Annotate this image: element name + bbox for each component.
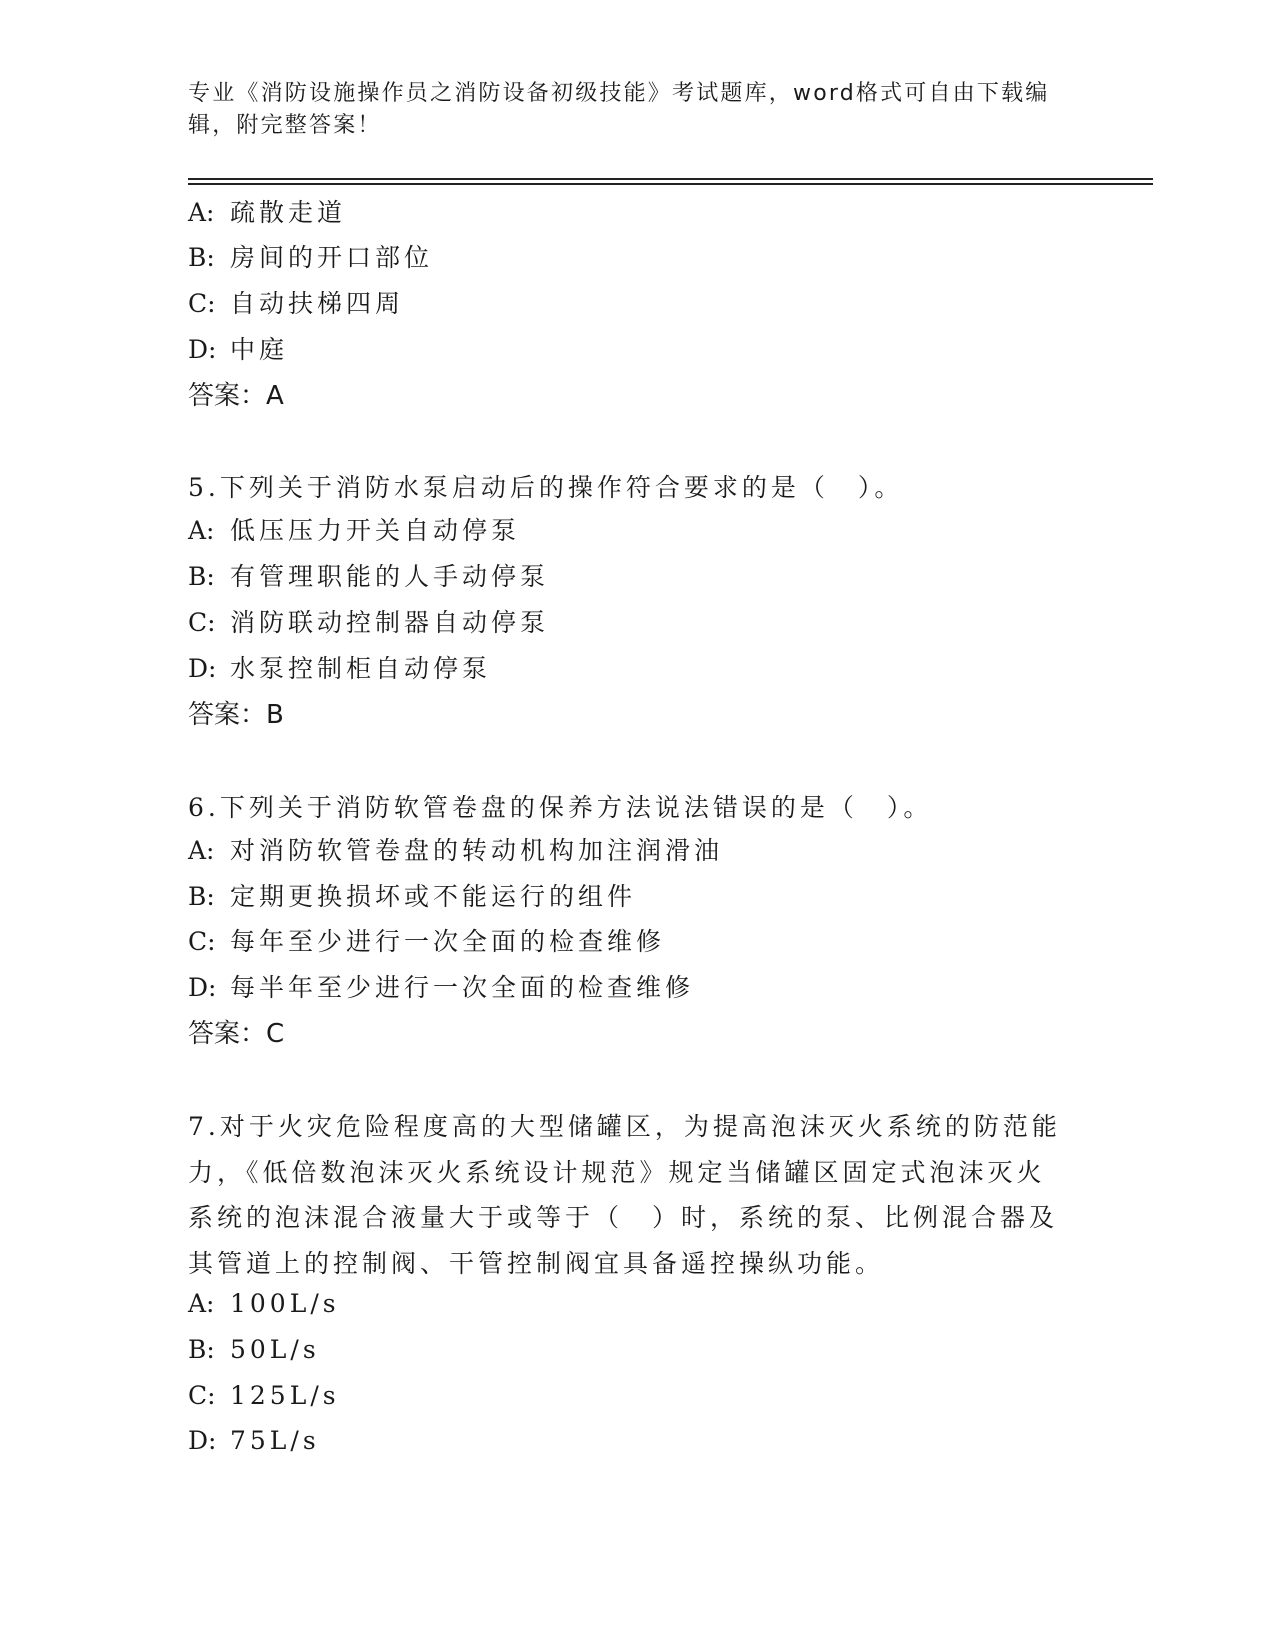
q6-option-a xyxy=(188,831,723,867)
header-divider-top xyxy=(188,178,1153,180)
q5-option-a xyxy=(188,511,520,547)
option-b xyxy=(188,238,433,274)
option-text: 100L/s xyxy=(230,1289,340,1318)
question-7-line-2: 力，《低倍数泡沫灭火系统设计规范》规定当储罐区固定式泡沫灭火 xyxy=(188,1158,1046,1187)
option-a xyxy=(188,193,346,229)
q7-option-d xyxy=(188,1426,320,1455)
option-text: 每半年至少进行一次全面的检查维修 xyxy=(230,973,695,1002)
option-label: A: xyxy=(188,198,215,227)
option-label: B: xyxy=(188,562,215,591)
option-label: D: xyxy=(188,335,217,364)
q7-option-c xyxy=(188,1381,340,1410)
option-text: 自动扶梯四周 xyxy=(230,289,405,318)
q7-option-a xyxy=(188,1289,340,1318)
option-text: 低压压力开关自动停泵 xyxy=(230,516,521,545)
q5-option-c xyxy=(188,603,549,639)
option-label: D: xyxy=(188,1426,217,1455)
question-7-line-1: 7.对于火灾危险程度高的大型储罐区，为提高泡沫灭火系统的防范能 xyxy=(188,1112,1061,1141)
option-label: D: xyxy=(188,973,217,1002)
option-label: C: xyxy=(188,608,216,637)
option-label: A: xyxy=(188,1289,215,1318)
option-text: 水泵控制柜自动停泵 xyxy=(230,654,492,683)
option-label: A: xyxy=(188,516,215,545)
answer-line: 答案：A xyxy=(188,381,284,411)
option-label: D: xyxy=(188,654,217,683)
q6-option-c xyxy=(188,922,665,958)
q6-answer: 答案：C xyxy=(188,1019,285,1049)
option-text: 75L/s xyxy=(230,1426,320,1455)
option-text: 消防联动控制器自动停泵 xyxy=(230,608,550,637)
option-text: 50L/s xyxy=(230,1335,320,1364)
option-text: 125L/s xyxy=(230,1381,340,1410)
option-text: 房间的开口部位 xyxy=(230,243,434,272)
option-text: 每年至少进行一次全面的检查维修 xyxy=(230,927,666,956)
option-text: 疏散走道 xyxy=(230,198,347,227)
question-6-text: 6.下列关于消防软管卷盘的保养方法说法错误的是（ ）。 xyxy=(188,793,933,822)
option-text: 有管理职能的人手动停泵 xyxy=(230,562,550,591)
doc-header-line-1: 专业《消防设施操作员之消防设备初级技能》考试题库，word格式可自由下载编 xyxy=(188,81,1050,106)
q7-option-b xyxy=(188,1335,320,1364)
option-text: 中庭 xyxy=(230,335,289,364)
option-label: B: xyxy=(188,243,215,272)
option-text: 对消防软管卷盘的转动机构加注润滑油 xyxy=(230,836,724,865)
doc-header-line-2: 辑，附完整答案！ xyxy=(188,113,382,138)
q5-option-b xyxy=(188,557,549,593)
option-label: A: xyxy=(188,836,215,865)
option-label: B: xyxy=(188,1335,215,1364)
option-label: C: xyxy=(188,1381,216,1410)
question-7-line-3: 系统的泡沫混合液量大于或等于（ ）时，系统的泵、比例混合器及 xyxy=(188,1203,1059,1232)
header-divider-bottom xyxy=(188,183,1153,185)
question-5-text: 5.下列关于消防水泵启动后的操作符合要求的是（ ）。 xyxy=(188,473,904,502)
option-c xyxy=(188,284,404,320)
q6-option-d xyxy=(188,968,694,1004)
option-label: B: xyxy=(188,882,215,911)
option-text: 定期更换损坏或不能运行的组件 xyxy=(230,882,637,911)
option-d xyxy=(188,330,288,366)
question-7-line-4: 其管道上的控制阀、干管控制阀宜具备遥控操纵功能。 xyxy=(188,1249,885,1278)
option-label: C: xyxy=(188,289,216,318)
option-label: C: xyxy=(188,927,216,956)
q5-answer: 答案：B xyxy=(188,700,284,730)
q6-option-b xyxy=(188,877,636,913)
q5-option-d xyxy=(188,649,491,685)
